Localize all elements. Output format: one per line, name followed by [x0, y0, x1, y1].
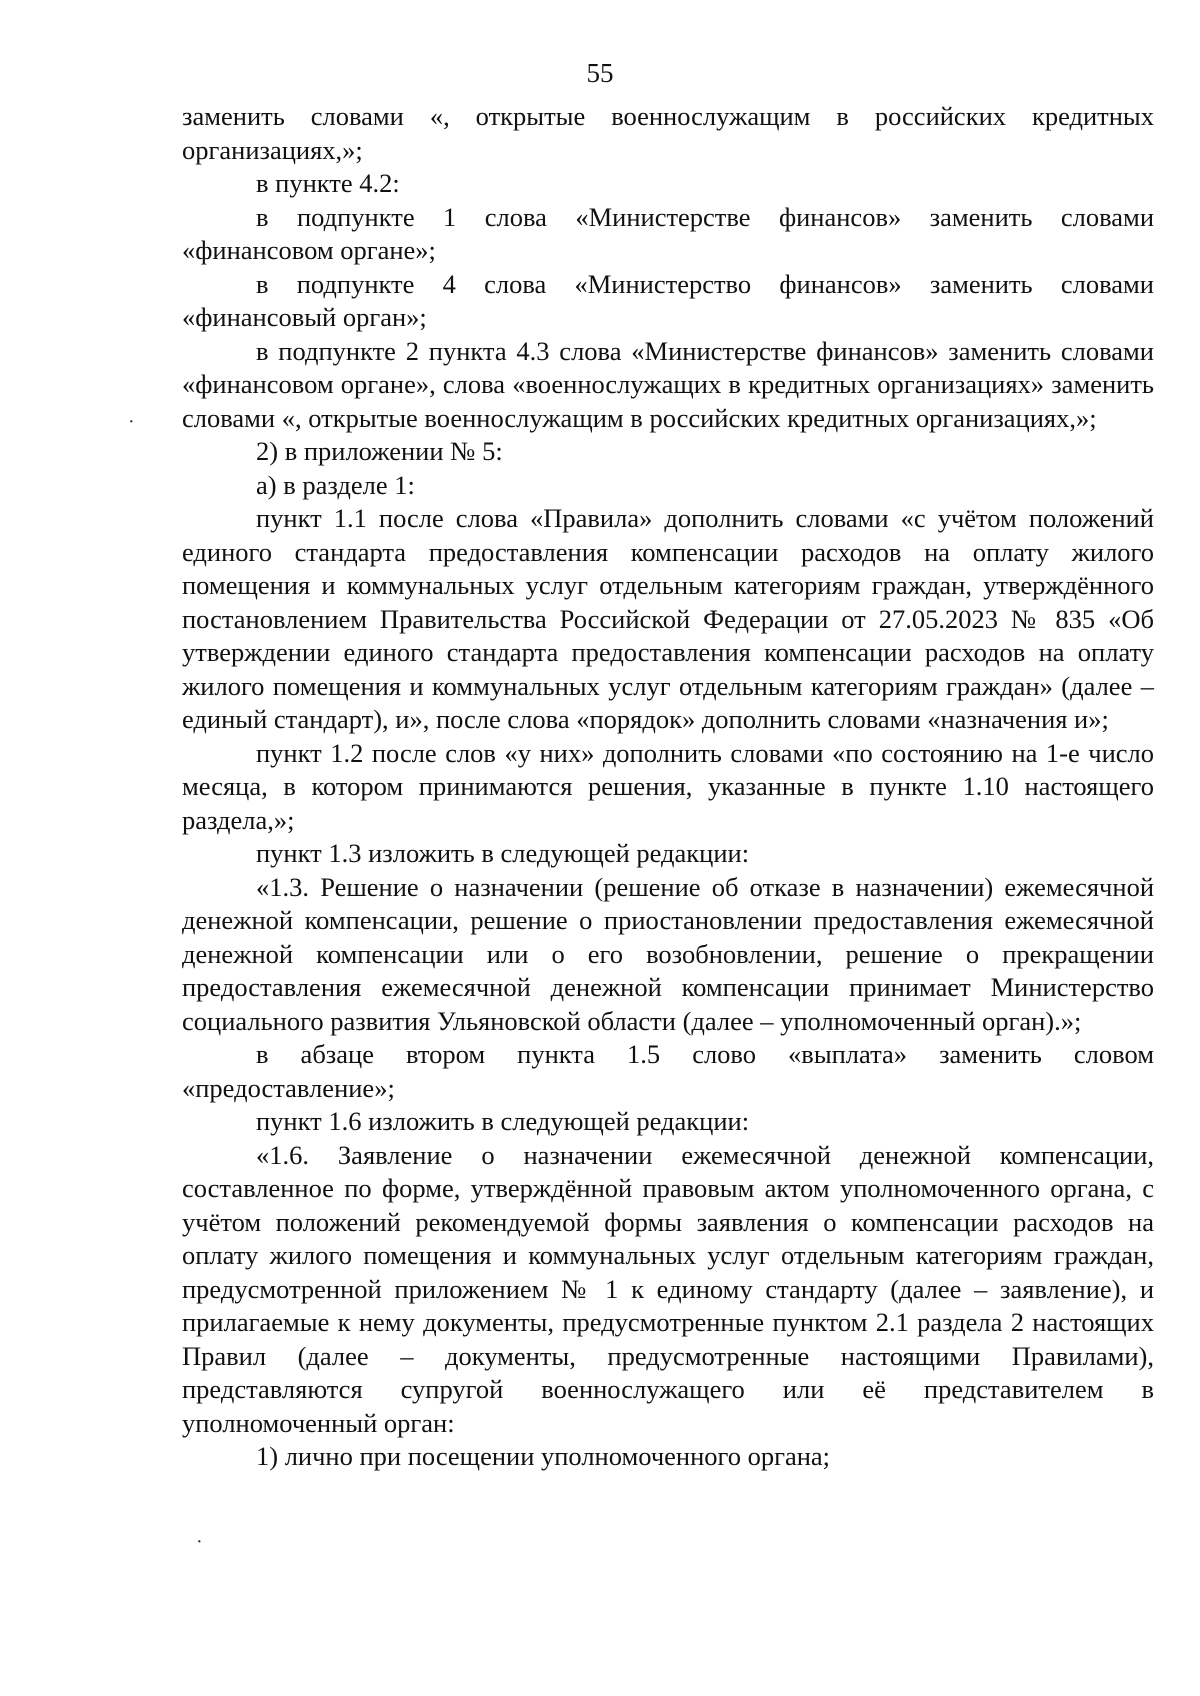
paragraph: пункт 1.1 после слова «Правила» дополнить словами «с учётом положений единого стандарта предоставления компенсации расходов на оплату жилого помещения и коммунальных услуг отдельным категориям граждан, утверждённого постановлением Правительства Российской Федерации от 27.05.2023 № 835 «Об утверждении единого стандарта предоставления компенсации расходов на оплату жилого помещения и коммунальных услуг отдельным категориям граждан» (далее – единый стандарт), и», после слова «порядок» дополнить словами «назначения и»;: [182, 503, 1154, 734]
paragraph: а) в разделе 1:: [256, 469, 415, 500]
paragraph: в подпункте 1 слова «Министерстве финансов» заменить словами «финансовом органе»;: [182, 201, 1154, 265]
scan-speck: ·: [196, 1531, 203, 1553]
paragraph: пункт 1.3 изложить в следующей редакции:: [256, 838, 750, 868]
paragraph: заменить словами «, открытые военнослужащим в российских кредитных организациях,»;: [182, 101, 1154, 165]
paragraph: «1.6. Заявление о назначении ежемесячной денежной компенсации, составленное по форме, утверждённой правовым актом уполномоченного органа, с учётом положений рекомендуемой формы заявления о компенсации расходов на оплату жилого помещения и коммунальных услуг отдельным категориям граждан, предусмотренной приложением № 1 к единому стандарту (далее – заявление), и прилагаемые к нему документы, предусмотренные пунктом 2.1 раздела 2 настоящих Правил (далее – документы, предусмотренные настоящими Правилами), представляются супругой военнослужащего или её представителем в уполномоченный орган:: [182, 1139, 1154, 1438]
paragraph: в пункте 4.2:: [256, 168, 400, 198]
paragraph: 1) лично при посещении уполномоченного органа;: [256, 1441, 831, 1471]
paragraph: в подпункте 4 слова «Министерство финансов» заменить словами «финансовый орган»;: [182, 268, 1154, 332]
paragraph: пункт 1.6 изложить в следующей редакции:: [256, 1106, 750, 1136]
paragraph: пункт 1.2 после слов «у них» дополнить словами «по состоянию на 1-е число месяца, в котором принимаются решения, указанные в пункте 1.10 настоящего раздела,»;: [182, 737, 1154, 835]
scan-speck: ·: [128, 411, 135, 433]
paragraph: в подпункте 2 пункта 4.3 слова «Министерстве финансов» заменить словами «финансовом органе», слова «военнослужащих в кредитных организациях» заменить словами «, открытые военнослужащим в российских кредитных организациях,»;: [182, 335, 1154, 433]
paragraph: в абзаце втором пункта 1.5 слово «выплата» заменить словом «предоставление»;: [182, 1039, 1154, 1103]
document-body: [182, 100, 1154, 1474]
paragraph: «1.3. Решение о назначении (решение об отказе в назначении) ежемесячной денежной компенсации, решение о приостановлении предоставления ежемесячной денежной компенсации или о его возобновлении, решение о прекращении предоставления ежемесячной денежной компенсации принимает Министерство социального развития Ульяновской области (далее – уполномоченный орган).»;: [182, 871, 1154, 1036]
paragraph: 2) в приложении № 5:: [256, 436, 503, 466]
page-number: 55: [586, 58, 614, 88]
